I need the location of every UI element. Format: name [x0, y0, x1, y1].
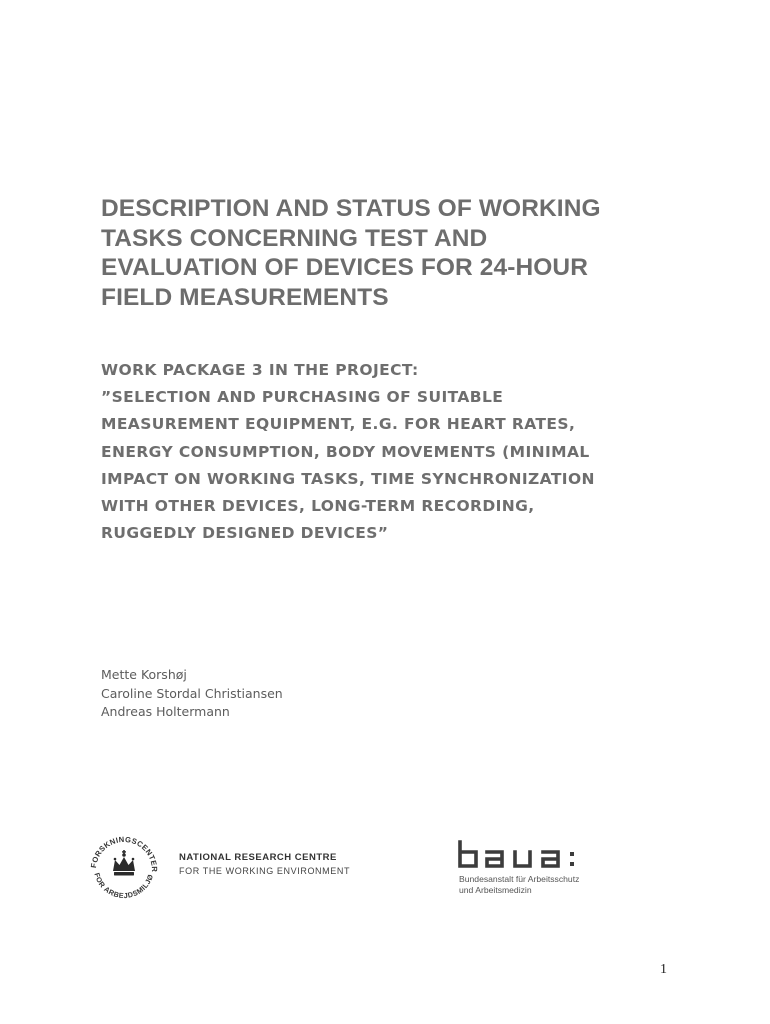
svg-text:FOR ARBEJDSMILJØ: FOR ARBEJDSMILJØ — [92, 871, 156, 901]
crown-icon — [113, 850, 135, 876]
baua-logo — [457, 838, 607, 898]
nrc-seal-icon — [84, 828, 164, 908]
title-line: EVALUATION OF DEVICES FOR 24-HOUR — [101, 254, 588, 281]
author-name: Caroline Stordal Christiansen — [101, 685, 283, 701]
subtitle-line: WORK PACKAGE 3 IN THE PROJECT: — [101, 361, 419, 379]
subtitle-line: RUGGEDLY DESIGNED DEVICES” — [101, 524, 389, 543]
title-line: TASKS CONCERNING TEST AND — [101, 224, 488, 252]
nrc-name: NATIONAL RESEARCH CENTRE — [179, 852, 337, 863]
baua-line-1: Bundesanstalt für Arbeitsschutz — [459, 874, 580, 884]
subtitle-line: WITH OTHER DEVICES, LONG-TERM RECORDING, — [101, 497, 535, 516]
nrc-subtitle: FOR THE WORKING ENVIRONMENT — [179, 866, 351, 876]
subtitle-line: ENERGY CONSUMPTION, BODY MOVEMENTS (MINIMAL — [101, 442, 590, 461]
document-subtitle — [101, 357, 701, 547]
title-line: DESCRIPTION AND STATUS OF WORKING — [101, 195, 601, 222]
subtitle-line: MEASUREMENT EQUIPMENT, E.G. FOR HEART RATES, — [101, 415, 576, 434]
baua-wordmark — [457, 838, 589, 870]
subtitle-line: IMPACT ON WORKING TASKS, TIME SYNCHRONIZATION — [101, 469, 595, 488]
nrc-logo — [84, 828, 384, 908]
baua-line-2: und Arbeitsmedizin — [459, 885, 532, 895]
author-list — [101, 666, 283, 722]
svg-text:FORSKNINGSCENTER: FORSKNINGSCENTER — [89, 834, 160, 873]
document-title — [101, 194, 671, 312]
title-line: FIELD MEASUREMENTS — [101, 283, 389, 311]
page-number: 1 — [660, 962, 667, 977]
subtitle-line: ”SELECTION AND PURCHASING OF SUITABLE — [101, 388, 504, 407]
author-name: Andreas Holtermann — [101, 704, 230, 719]
author-name: Mette Korshøj — [101, 667, 187, 682]
